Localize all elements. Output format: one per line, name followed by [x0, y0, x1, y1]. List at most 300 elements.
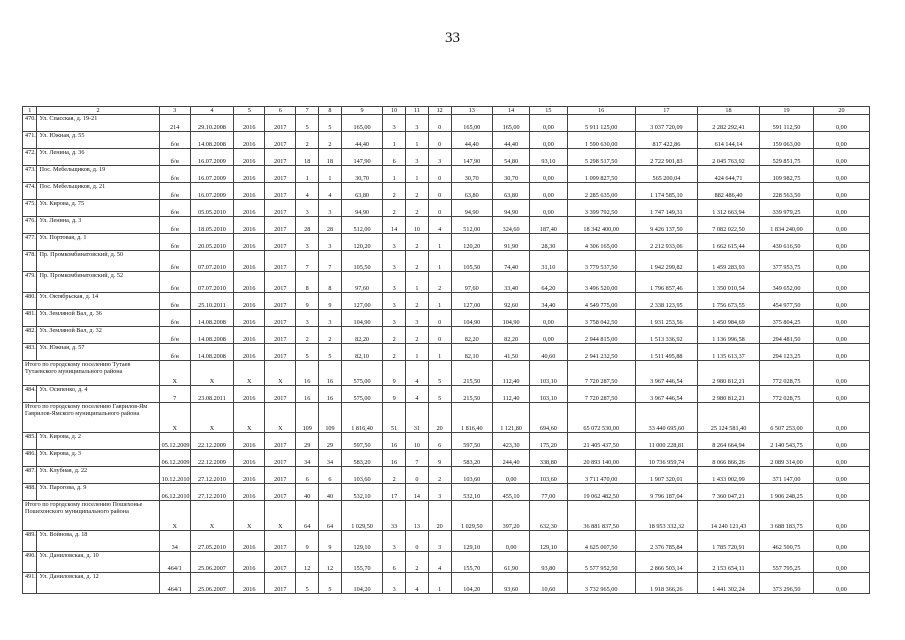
- table-cell: 2017: [265, 450, 296, 467]
- table-cell: 2: [37, 107, 159, 115]
- table-cell: 512,00: [341, 217, 382, 234]
- table-cell: 27.05.2010: [190, 531, 233, 552]
- table-cell: б/н: [159, 217, 190, 234]
- table-cell: 0,00: [530, 115, 567, 132]
- table-cell: 1 756 673,55: [697, 293, 759, 310]
- table-cell: 3: [296, 310, 319, 327]
- table-cell: 109 982,75: [760, 166, 814, 183]
- table-cell: 2016: [234, 234, 265, 251]
- table-cell: 0,00: [813, 386, 869, 403]
- table-cell: 2017: [265, 217, 296, 234]
- table-cell: 20: [428, 403, 451, 433]
- table-cell: 33,40: [492, 272, 529, 293]
- table-cell: X: [234, 501, 265, 531]
- table-cell: 324,60: [492, 217, 529, 234]
- table-cell: 36 881 837,50: [567, 501, 635, 531]
- table-cell: 16: [567, 107, 635, 115]
- table-cell: 5: [428, 361, 451, 386]
- table-cell: 103,10: [530, 361, 567, 386]
- table-cell: 7 082 022,50: [697, 217, 759, 234]
- table-cell: 0,00: [813, 183, 869, 200]
- table-row: [23, 433, 870, 450]
- table-cell: 0,00: [813, 344, 869, 361]
- table-cell: 2017: [265, 386, 296, 403]
- table-row: [23, 467, 870, 484]
- table-cell: 0,00: [813, 149, 869, 166]
- table-cell: 1: [383, 132, 406, 149]
- table-row: [23, 251, 870, 272]
- table-cell: 614 144,14: [697, 132, 759, 149]
- table-cell: 0,00: [813, 484, 869, 501]
- table-cell: 3: [383, 234, 406, 251]
- table-cell: 12: [428, 107, 451, 115]
- table-cell: 0: [428, 166, 451, 183]
- table-cell: 1 918 366,26: [635, 573, 697, 594]
- table-cell: 2016: [234, 200, 265, 217]
- table-cell: 2 140 543,75: [760, 433, 814, 450]
- table-cell: 0,00: [530, 327, 567, 344]
- table-cell: 104,20: [341, 573, 382, 594]
- table-cell: 3 779 537,50: [567, 251, 635, 272]
- table-cell: 13: [451, 107, 492, 115]
- table-cell: 14.08.2008: [190, 310, 233, 327]
- table-cell: 10 736 959,74: [635, 450, 697, 467]
- table-cell: 5: [319, 344, 342, 361]
- table-cell: 1 834 240,00: [760, 217, 814, 234]
- table-cell: 4: [428, 217, 451, 234]
- table-cell: 1 099 827,50: [567, 166, 635, 183]
- table-cell: 2: [383, 344, 406, 361]
- table-cell: 5 298 517,50: [567, 149, 635, 166]
- table-cell: 3: [406, 149, 429, 166]
- table-cell: 63,80: [341, 183, 382, 200]
- table-cell: 454 977,50: [760, 293, 814, 310]
- table-cell: 3: [159, 107, 190, 115]
- table-cell: 2: [319, 132, 342, 149]
- table-cell: 94,90: [341, 200, 382, 217]
- table-cell: 14: [492, 107, 529, 115]
- table-cell: 0,00: [813, 217, 869, 234]
- table-cell: 2017: [265, 115, 296, 132]
- table-cell: 0,00: [530, 183, 567, 200]
- table-cell: 0,00: [492, 531, 529, 552]
- table-cell: 2016: [234, 115, 265, 132]
- table-cell: 1 942 299,82: [635, 251, 697, 272]
- table-cell: 7: [296, 107, 319, 115]
- table-cell: 05.05.2010: [190, 200, 233, 217]
- table-cell: 23.08.2011: [190, 386, 233, 403]
- table-cell: 14 240 121,43: [697, 501, 759, 531]
- table-cell: 2 944 815,00: [567, 327, 635, 344]
- table-cell: 4: [406, 361, 429, 386]
- table-cell: 9: [383, 361, 406, 386]
- table-row: [23, 166, 870, 183]
- table-row: [23, 200, 870, 217]
- table-cell: 147,90: [451, 149, 492, 166]
- table-cell: 40: [296, 484, 319, 501]
- table-cell: 21 405 437,50: [567, 433, 635, 450]
- table-cell: 0,00: [530, 132, 567, 149]
- table-cell: 112,40: [492, 386, 529, 403]
- table-cell: 1: [406, 132, 429, 149]
- table-cell: 109: [319, 403, 342, 433]
- table-cell: 3 967 446,54: [635, 361, 697, 386]
- table-cell: 109: [296, 403, 319, 433]
- table-cell: 1 136 996,58: [697, 327, 759, 344]
- table-cell: 1 785 720,91: [697, 531, 759, 552]
- table-cell: 5: [296, 115, 319, 132]
- table-cell: 7 720 287,50: [567, 361, 635, 386]
- table-cell: 33 440 695,60: [635, 403, 697, 433]
- table-cell: 165,00: [492, 115, 529, 132]
- table-cell: 424 644,71: [697, 166, 759, 183]
- table-cell: 1: [428, 344, 451, 361]
- table-cell: 0,00: [813, 132, 869, 149]
- table-cell: 0,00: [492, 467, 529, 484]
- table-cell: 2016: [234, 344, 265, 361]
- table-cell: 77,00: [530, 484, 567, 501]
- table-cell: 7: [406, 450, 429, 467]
- table-cell: 1: [406, 272, 429, 293]
- table-cell: 2016: [234, 573, 265, 594]
- table-cell: X: [190, 361, 233, 386]
- table-row: [23, 552, 870, 573]
- table-cell: 583,20: [341, 450, 382, 467]
- table-cell: 105,50: [451, 251, 492, 272]
- table-cell: 1 816,40: [451, 403, 492, 433]
- table-cell: 0,00: [813, 501, 869, 531]
- table-cell: 187,40: [530, 217, 567, 234]
- table-cell: 9: [319, 531, 342, 552]
- table-cell: 5 577 952,50: [567, 552, 635, 573]
- table-cell: 2 722 901,83: [635, 149, 697, 166]
- table-cell: 14.08.2008: [190, 327, 233, 344]
- table-cell: 1 135 613,37: [697, 344, 759, 361]
- table-cell: 0,00: [813, 200, 869, 217]
- table-cell: 481.: [23, 310, 37, 327]
- table-cell: 6 507 253,00: [760, 403, 814, 433]
- table-cell: Ул. Даниловская, д. 10: [37, 552, 159, 573]
- table-cell: 2: [406, 183, 429, 200]
- table-cell: 477.: [23, 234, 37, 251]
- table-cell: б/н: [159, 166, 190, 183]
- table-cell: 97,60: [451, 272, 492, 293]
- table-cell: 3: [319, 234, 342, 251]
- table-cell: 06.12.2010: [159, 484, 190, 501]
- table-cell: 34,40: [530, 293, 567, 310]
- table-cell: 0,00: [813, 234, 869, 251]
- table-cell: 2 153 654,11: [697, 552, 759, 573]
- table-cell: 4: [406, 386, 429, 403]
- table-cell: 464/1: [159, 552, 190, 573]
- table-cell: 18 342 400,00: [567, 217, 635, 234]
- table-cell: 1 350 010,54: [697, 272, 759, 293]
- table-cell: 2 282 292,41: [697, 115, 759, 132]
- table-cell: 18: [319, 149, 342, 166]
- table-cell: 2016: [234, 217, 265, 234]
- table-cell: 30,70: [451, 166, 492, 183]
- table-cell: 33: [383, 501, 406, 531]
- table-cell: 120,20: [341, 234, 382, 251]
- table-cell: 0: [428, 132, 451, 149]
- table-cell: 19: [760, 107, 814, 115]
- table-cell: 0: [428, 183, 451, 200]
- table-cell: 339 979,25: [760, 200, 814, 217]
- table-cell: 2017: [265, 467, 296, 484]
- table-cell: 7: [296, 251, 319, 272]
- table-cell: 4 549 775,00: [567, 293, 635, 310]
- table-cell: 3 688 183,75: [760, 501, 814, 531]
- table-cell: 2017: [265, 183, 296, 200]
- table-cell: 2016: [234, 166, 265, 183]
- table-cell: 575,00: [341, 361, 382, 386]
- table-cell: 31: [406, 403, 429, 433]
- table-cell: б/н: [159, 132, 190, 149]
- table-cell: Ул. Портовая, д. 1: [37, 234, 159, 251]
- table-cell: 480.: [23, 293, 37, 310]
- table-cell: 5: [319, 573, 342, 594]
- table-cell: 7: [159, 386, 190, 403]
- table-cell: 3: [296, 200, 319, 217]
- table-cell: 373 296,50: [760, 573, 814, 594]
- table-cell: 3: [406, 115, 429, 132]
- table-cell: 64: [319, 501, 342, 531]
- table-cell: 2017: [265, 484, 296, 501]
- table-cell: 3: [428, 149, 451, 166]
- table-cell: 103,60: [341, 467, 382, 484]
- table-cell: 2017: [265, 293, 296, 310]
- table-cell: 772 028,75: [760, 386, 814, 403]
- table-cell: 4: [190, 107, 233, 115]
- table-cell: 25.06.2007: [190, 552, 233, 573]
- table-cell: 129,10: [530, 531, 567, 552]
- table-cell: Итого по городскому поселению Гаврилов-Ям Гаврилов-Ямского муниципального района: [23, 403, 160, 433]
- table-cell: 1 433 002,99: [697, 467, 759, 484]
- table-cell: 2016: [234, 531, 265, 552]
- table-cell: 2: [296, 132, 319, 149]
- table-cell: 1 029,50: [341, 501, 382, 531]
- column-number-row: [23, 107, 870, 115]
- table-cell: 482.: [23, 327, 37, 344]
- table-cell: 64,20: [530, 272, 567, 293]
- table-cell: 483.: [23, 344, 37, 361]
- table-cell: 215,50: [451, 386, 492, 403]
- table-cell: 371 147,00: [760, 467, 814, 484]
- table-cell: 93,80: [530, 552, 567, 573]
- table-row: [23, 573, 870, 594]
- table-cell: 16.07.2009: [190, 149, 233, 166]
- table-cell: 74,40: [492, 251, 529, 272]
- table-cell: 175,20: [530, 433, 567, 450]
- table-cell: 3: [319, 200, 342, 217]
- table-cell: 25 124 581,40: [697, 403, 759, 433]
- table-cell: X: [265, 361, 296, 386]
- table-cell: 97,60: [341, 272, 382, 293]
- table-cell: 455,10: [492, 484, 529, 501]
- table-cell: 17: [383, 484, 406, 501]
- table-cell: 2016: [234, 467, 265, 484]
- table-cell: 486.: [23, 450, 37, 467]
- table-cell: 2017: [265, 149, 296, 166]
- table-cell: 0: [428, 310, 451, 327]
- table-row: [23, 115, 870, 132]
- table-cell: Ул. Южная, д. 57: [37, 344, 159, 361]
- table-cell: 462 500,75: [760, 531, 814, 552]
- table-cell: 18.05.2010: [190, 217, 233, 234]
- table-cell: 155,70: [451, 552, 492, 573]
- table-cell: X: [234, 403, 265, 433]
- table-cell: 10: [406, 433, 429, 450]
- table-cell: 0,00: [813, 272, 869, 293]
- table-cell: б/н: [159, 344, 190, 361]
- table-cell: 103,10: [530, 386, 567, 403]
- table-cell: 532,10: [451, 484, 492, 501]
- table-cell: 487.: [23, 467, 37, 484]
- table-cell: 2: [383, 467, 406, 484]
- table-cell: 1 029,50: [451, 501, 492, 531]
- table-cell: 65 072 530,00: [567, 403, 635, 433]
- table-cell: 6: [383, 149, 406, 166]
- table-cell: 2017: [265, 251, 296, 272]
- table-cell: 112,40: [492, 361, 529, 386]
- table-cell: 5: [296, 344, 319, 361]
- table-cell: Ул. Спасская, д. 19-21: [37, 115, 159, 132]
- table-cell: 1 747 149,31: [635, 200, 697, 217]
- table-cell: 51: [383, 403, 406, 433]
- table-cell: 3: [383, 531, 406, 552]
- table-cell: 82,10: [341, 344, 382, 361]
- table-cell: 478.: [23, 251, 37, 272]
- table-cell: б/н: [159, 272, 190, 293]
- table-cell: 349 652,00: [760, 272, 814, 293]
- table-cell: 40,60: [530, 344, 567, 361]
- table-cell: 7 720 287,50: [567, 386, 635, 403]
- table-cell: 632,30: [530, 501, 567, 531]
- table-cell: 18: [697, 107, 759, 115]
- table-cell: 375 804,25: [760, 310, 814, 327]
- table-cell: 11 000 228,81: [635, 433, 697, 450]
- table-cell: 16: [319, 361, 342, 386]
- table-row: [23, 310, 870, 327]
- table-cell: 5 911 125,00: [567, 115, 635, 132]
- table-cell: 07.07.2010: [190, 251, 233, 272]
- table-cell: 8: [319, 107, 342, 115]
- table-cell: 3: [296, 234, 319, 251]
- table-cell: X: [159, 501, 190, 531]
- table-cell: 11: [406, 107, 429, 115]
- table-cell: 0: [428, 115, 451, 132]
- table-cell: 1 931 253,56: [635, 310, 697, 327]
- table-cell: 120,20: [451, 234, 492, 251]
- table-cell: 30,70: [492, 166, 529, 183]
- table-cell: 2: [383, 327, 406, 344]
- table-cell: 2 285 635,00: [567, 183, 635, 200]
- table-cell: 2: [406, 251, 429, 272]
- table-cell: б/н: [159, 251, 190, 272]
- table-cell: 93,60: [492, 573, 529, 594]
- table-row: [23, 450, 870, 467]
- table-cell: 3: [319, 310, 342, 327]
- table-cell: 127,00: [341, 293, 382, 310]
- table-cell: Пр. Промкомбинатовский, д. 50: [37, 251, 159, 272]
- table-cell: 9 426 137,50: [635, 217, 697, 234]
- table-cell: 471.: [23, 132, 37, 149]
- table-cell: 19 062 482,50: [567, 484, 635, 501]
- table-cell: 104,20: [451, 573, 492, 594]
- table-cell: 3: [428, 484, 451, 501]
- table-cell: 597,50: [341, 433, 382, 450]
- table-cell: 575,00: [341, 386, 382, 403]
- table-cell: 20 893 140,00: [567, 450, 635, 467]
- table-cell: 1 312 663,94: [697, 200, 759, 217]
- table-cell: 423,30: [492, 433, 529, 450]
- table-cell: 94,90: [451, 200, 492, 217]
- table-cell: 228 563,50: [760, 183, 814, 200]
- table-cell: 2017: [265, 327, 296, 344]
- table-cell: 159 063,00: [760, 132, 814, 149]
- table-cell: 82,10: [451, 344, 492, 361]
- table-cell: 44,40: [341, 132, 382, 149]
- table-cell: б/н: [159, 200, 190, 217]
- table-cell: 82,20: [451, 327, 492, 344]
- table-cell: Пос. Мебельщиков, д. 21: [37, 183, 159, 200]
- table-cell: 397,20: [492, 501, 529, 531]
- table-cell: 772 028,75: [760, 361, 814, 386]
- table-cell: 2016: [234, 450, 265, 467]
- table-cell: 2 941 232,50: [567, 344, 635, 361]
- table-cell: 2016: [234, 327, 265, 344]
- table-cell: 22.12.2009: [190, 450, 233, 467]
- table-cell: 2017: [265, 272, 296, 293]
- table-cell: 28: [296, 217, 319, 234]
- table-cell: 82,20: [341, 327, 382, 344]
- table-cell: X: [159, 361, 190, 386]
- table-cell: 464/1: [159, 573, 190, 594]
- table-cell: 491.: [23, 573, 37, 594]
- table-cell: 2016: [234, 293, 265, 310]
- table-cell: 0,00: [813, 115, 869, 132]
- table-cell: 2 980 812,21: [697, 386, 759, 403]
- table-cell: 16: [383, 433, 406, 450]
- table-cell: б/н: [159, 310, 190, 327]
- table-cell: 3 967 446,54: [635, 386, 697, 403]
- table-cell: 0,00: [530, 310, 567, 327]
- table-cell: 28,30: [530, 234, 567, 251]
- table-cell: 20: [428, 501, 451, 531]
- table-cell: 2: [406, 234, 429, 251]
- table-cell: 3 496 520,00: [567, 272, 635, 293]
- table-cell: 2 338 123,95: [635, 293, 697, 310]
- table-row: [23, 327, 870, 344]
- table-cell: 0,00: [813, 361, 869, 386]
- table-cell: 3: [383, 293, 406, 310]
- table-cell: 3: [383, 115, 406, 132]
- table-cell: 29: [296, 433, 319, 450]
- table-cell: 82,20: [492, 327, 529, 344]
- table-cell: 2: [406, 552, 429, 573]
- table-cell: 2017: [265, 573, 296, 594]
- table-cell: 1 174 585,10: [635, 183, 697, 200]
- table-cell: 61,90: [492, 552, 529, 573]
- subtotal-row: [23, 403, 870, 433]
- table-cell: 129,10: [451, 531, 492, 552]
- table-cell: 512,00: [451, 217, 492, 234]
- table-cell: 16.07.2009: [190, 183, 233, 200]
- table-cell: X: [190, 501, 233, 531]
- table-cell: 0: [406, 531, 429, 552]
- table-cell: 64: [296, 501, 319, 531]
- table-cell: 4: [406, 573, 429, 594]
